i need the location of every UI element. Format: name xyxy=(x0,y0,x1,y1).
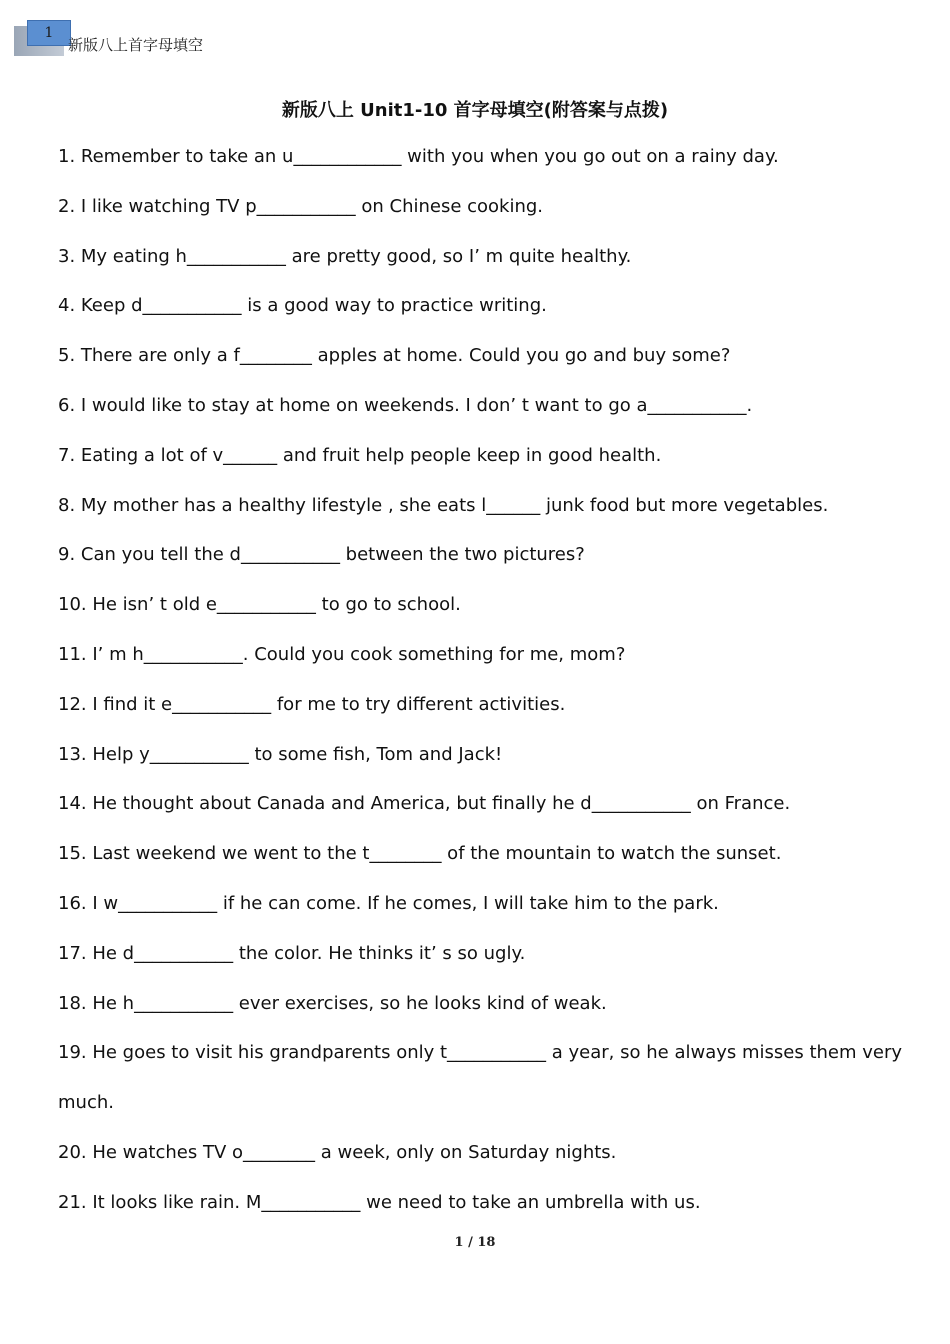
document-title: 新版八上 Unit1-10 首字母填空(附答案与点拨) xyxy=(281,100,669,121)
question-item: 13. Help y___________ to some fish, Tom and Jack! xyxy=(58,743,503,765)
question-item: 2. I like watching TV p___________ on Chinese cooking. xyxy=(58,195,544,217)
question-item: 3. My eating h___________ are pretty good, so I’ m quite healthy. xyxy=(58,245,632,267)
question-item: 12. I find it e___________ for me to try different activities. xyxy=(58,693,566,715)
question-item: 1. Remember to take an u____________ with you when you go out on a rainy day. xyxy=(58,146,779,167)
question-item: 6. I would like to stay at home on weekends. I don’ t want to go a___________. xyxy=(58,394,753,416)
question-item: 19. He goes to visit his grandparents only t___________ a year, so he always misses them very much. xyxy=(58,1042,903,1114)
question-item: 10. He isn’ t old e___________ to go to school. xyxy=(58,594,461,616)
question-item: 9. Can you tell the d___________ between the two pictures? xyxy=(58,544,585,566)
question-item: 7. Eating a lot of v______ and fruit help people keep in good health. xyxy=(58,444,662,466)
page-badge: 1 xyxy=(28,21,70,45)
question-item: 14. He thought about Canada and America, but finally he d___________ on France. xyxy=(58,793,791,815)
question-item: 18. He h___________ ever exercises, so he looks kind of weak. xyxy=(58,992,607,1014)
question-item: 21. It looks like rain. M___________ we need to take an umbrella with us. xyxy=(58,1191,701,1213)
question-item: 17. He d___________ the color. He thinks it’ s so ugly. xyxy=(58,942,526,964)
question-item: 16. I w___________ if he can come. If he comes, I will take him to the park. xyxy=(58,892,719,914)
question-item: 20. He watches TV o________ a week, only on Saturday nights. xyxy=(58,1142,617,1164)
page-indicator: 1 / 18 xyxy=(454,1235,496,1250)
question-item: 5. There are only a f________ apples at home. Could you go and buy some? xyxy=(58,345,731,367)
question-item: 11. I’ m h___________. Could you cook something for me, mom? xyxy=(58,643,626,665)
question-list xyxy=(58,145,918,1241)
question-item: 4. Keep d___________ is a good way to practice writing. xyxy=(58,295,547,317)
question-item: 8. My mother has a healthy lifestyle , she eats l______ junk food but more vegetables. xyxy=(58,494,829,516)
header-title: 新版八上首字母填空 xyxy=(68,36,204,54)
question-item: 15. Last weekend we went to the t________ of the mountain to watch the sunset. xyxy=(58,843,782,865)
page-header xyxy=(0,0,950,70)
